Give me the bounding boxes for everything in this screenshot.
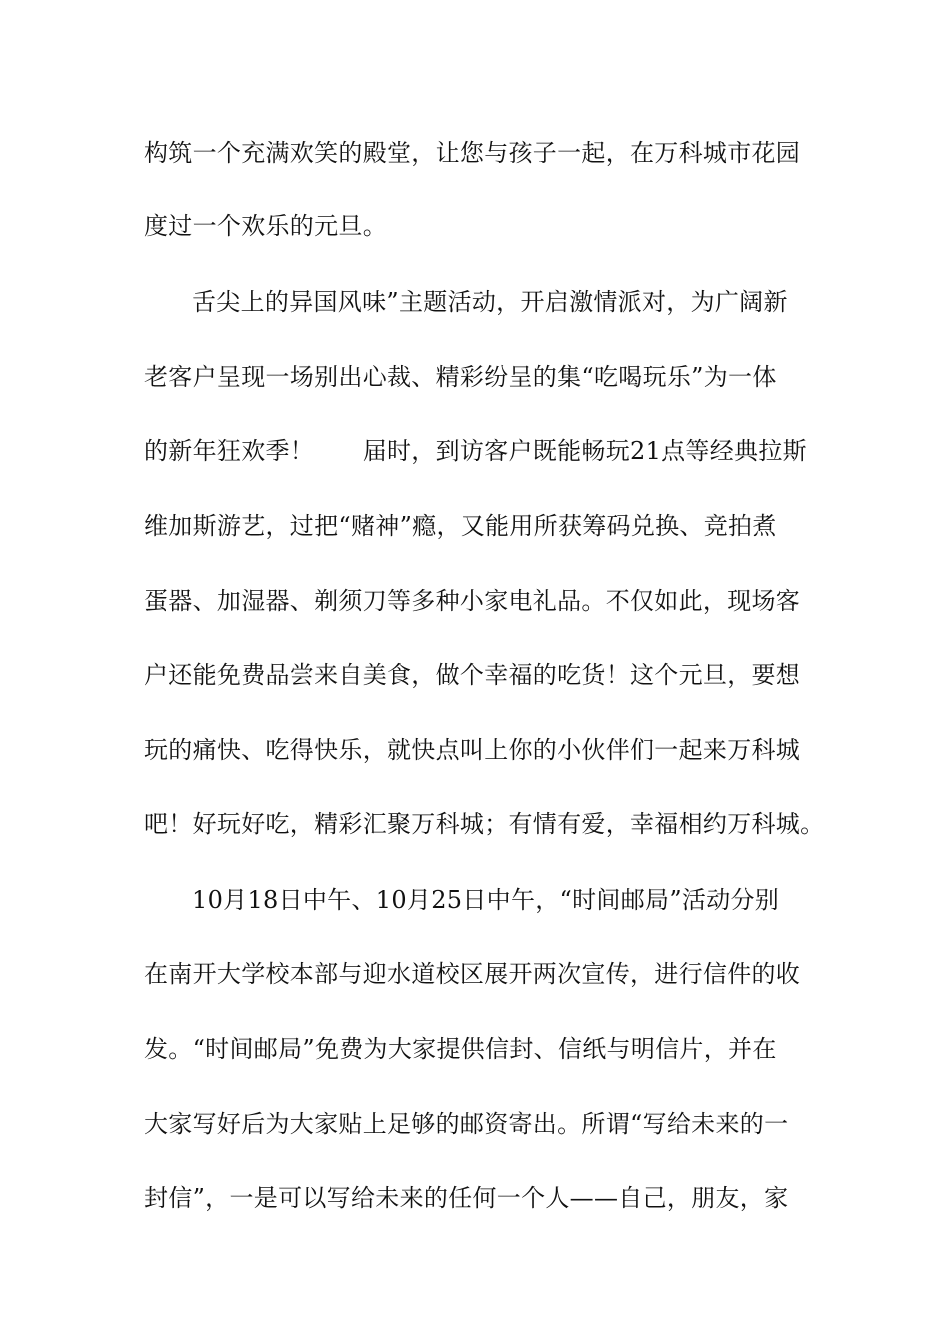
text-line-4: 老客户呈现一场别出心裁、精彩纷呈的集“吃喝玩乐”为一体: [144, 363, 777, 391]
text-line-10: 吧！好玩好吃，精彩汇聚万科城；有情有爱，幸福相约万科城。: [144, 810, 825, 838]
paragraph-start-line-11: 10月18日中午、10月25日中午，“时间邮局”活动分别: [192, 886, 780, 914]
paragraph-start-line-3: 舌尖上的异国风味”主题活动，开启激情派对，为广阔新: [192, 288, 788, 316]
text-line-14: 大家写好后为大家贴上足够的邮资寄出。所谓“写给未来的一: [144, 1110, 789, 1138]
text-line-7: 蛋器、加湿器、剃须刀等多种小家电礼品。不仅如此，现场客: [144, 587, 801, 615]
text-line-13: 发。“时间邮局”免费为大家提供信封、信纸与明信片，并在: [144, 1035, 777, 1063]
text-line-8: 户还能免费品尝来自美食，做个幸福的吃货！这个元旦，要想: [144, 661, 801, 689]
text-line-5: 的新年狂欢季！ 届时，到访客户既能畅玩21点等经典拉斯: [144, 437, 807, 465]
text-line-9: 玩的痛快、吃得快乐，就快点叫上你的小伙伴们一起来万科城: [144, 736, 801, 764]
text-line-1: 构筑一个充满欢笑的殿堂，让您与孩子一起，在万科城市花园: [144, 139, 801, 167]
text-line-2: 度过一个欢乐的元旦。: [144, 212, 387, 240]
text-line-12: 在南开大学校本部与迎水道校区展开两次宣传，进行信件的收: [144, 960, 801, 988]
text-line-15: 封信”，一是可以写给未来的任何一个人——自己，朋友，家: [144, 1184, 789, 1212]
text-line-6: 维加斯游艺，过把“赌神”瘾，又能用所获筹码兑换、竞拍煮: [144, 512, 777, 540]
